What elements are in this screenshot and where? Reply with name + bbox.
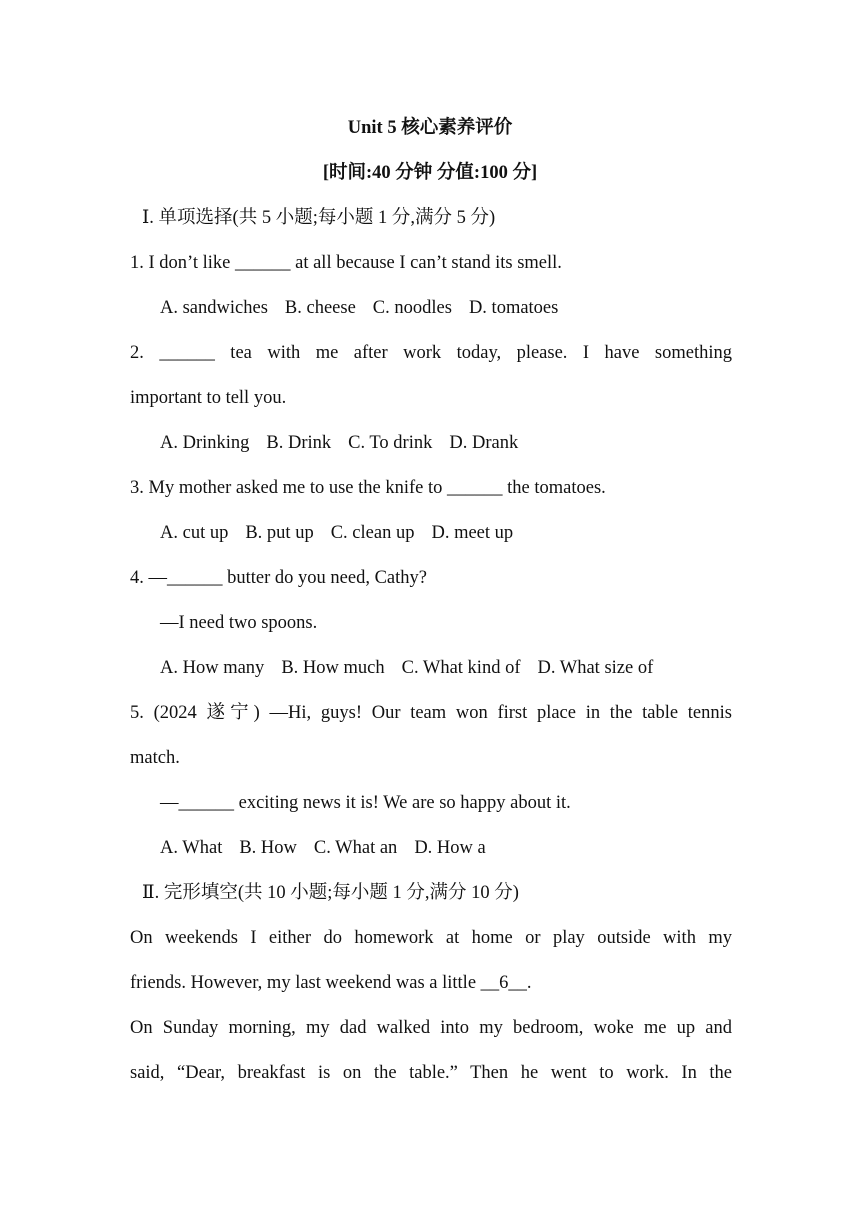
option-a: A. Drinking (160, 433, 250, 453)
option-a: A. How many (160, 658, 265, 678)
page-subtitle: [时间:40 分钟 分值:100 分] (322, 163, 538, 183)
option-a: A. cut up (160, 523, 229, 543)
option-b: B. cheese (284, 298, 356, 318)
option-a: A. sandwiches (160, 298, 268, 318)
option-c: C. noodles (372, 298, 452, 318)
question-1-stem: 1. I don’t like ______ at all because I can’t stand its smell. (130, 253, 562, 273)
option-c: C. clean up (330, 523, 415, 543)
passage-paragraph-2-line-1: On Sunday morning, my dad walked into my bedroom, woke me up and (130, 1018, 732, 1038)
question-4-stem: 4. —______ butter do you need, Cathy? (130, 568, 427, 588)
option-b: B. put up (245, 523, 314, 543)
question-2-options (160, 431, 732, 455)
option-d: D. What size of (537, 658, 654, 678)
option-c: C. To drink (348, 433, 433, 453)
option-c: C. What an (313, 838, 398, 858)
option-d: D. Drank (449, 433, 519, 453)
passage-paragraph-1-line-1: On weekends I either do homework at home or play outside with my (130, 928, 732, 948)
question-5-stem-line-2: match. (130, 748, 180, 768)
option-b: B. Drink (266, 433, 332, 453)
passage-paragraph-1-line-2: friends. However, my last weekend was a little __6__. (130, 973, 532, 993)
option-a: A. What (160, 838, 223, 858)
question-1-options (160, 296, 732, 320)
option-b: B. How (239, 838, 297, 858)
question-5-options (160, 836, 732, 860)
option-d: D. meet up (431, 523, 514, 543)
question-4-reply: —I need two spoons. (160, 613, 318, 633)
question-4-options (160, 656, 732, 680)
option-b: B. How much (281, 658, 385, 678)
question-3-stem: 3. My mother asked me to use the knife to ______ the tomatoes. (130, 478, 606, 498)
question-5-stem-line-1: 5. (2024 遂宁) —Hi, guys! Our team won first place in the table tennis (130, 703, 732, 723)
option-c: C. What kind of (401, 658, 521, 678)
passage-paragraph-2-line-2: said, “Dear, breakfast is on the table.” Then he went to work. In the (130, 1063, 732, 1083)
page-title: Unit 5 核心素养评价 (347, 118, 513, 138)
question-3-options (160, 521, 732, 545)
question-2-stem-line-1: 2. ______ tea with me after work today, please. I have something (130, 343, 732, 363)
question-5-reply: —______ exciting news it is! We are so happy about it. (160, 793, 571, 813)
option-d: D. tomatoes (468, 298, 559, 318)
section-2-heading: Ⅱ. 完形填空(共 10 小题;每小题 1 分,满分 10 分) (142, 883, 519, 903)
option-d: D. How a (414, 838, 486, 858)
section-1-heading: Ⅰ. 单项选择(共 5 小题;每小题 1 分,满分 5 分) (142, 208, 496, 228)
question-2-stem-line-2: important to tell you. (130, 388, 287, 408)
